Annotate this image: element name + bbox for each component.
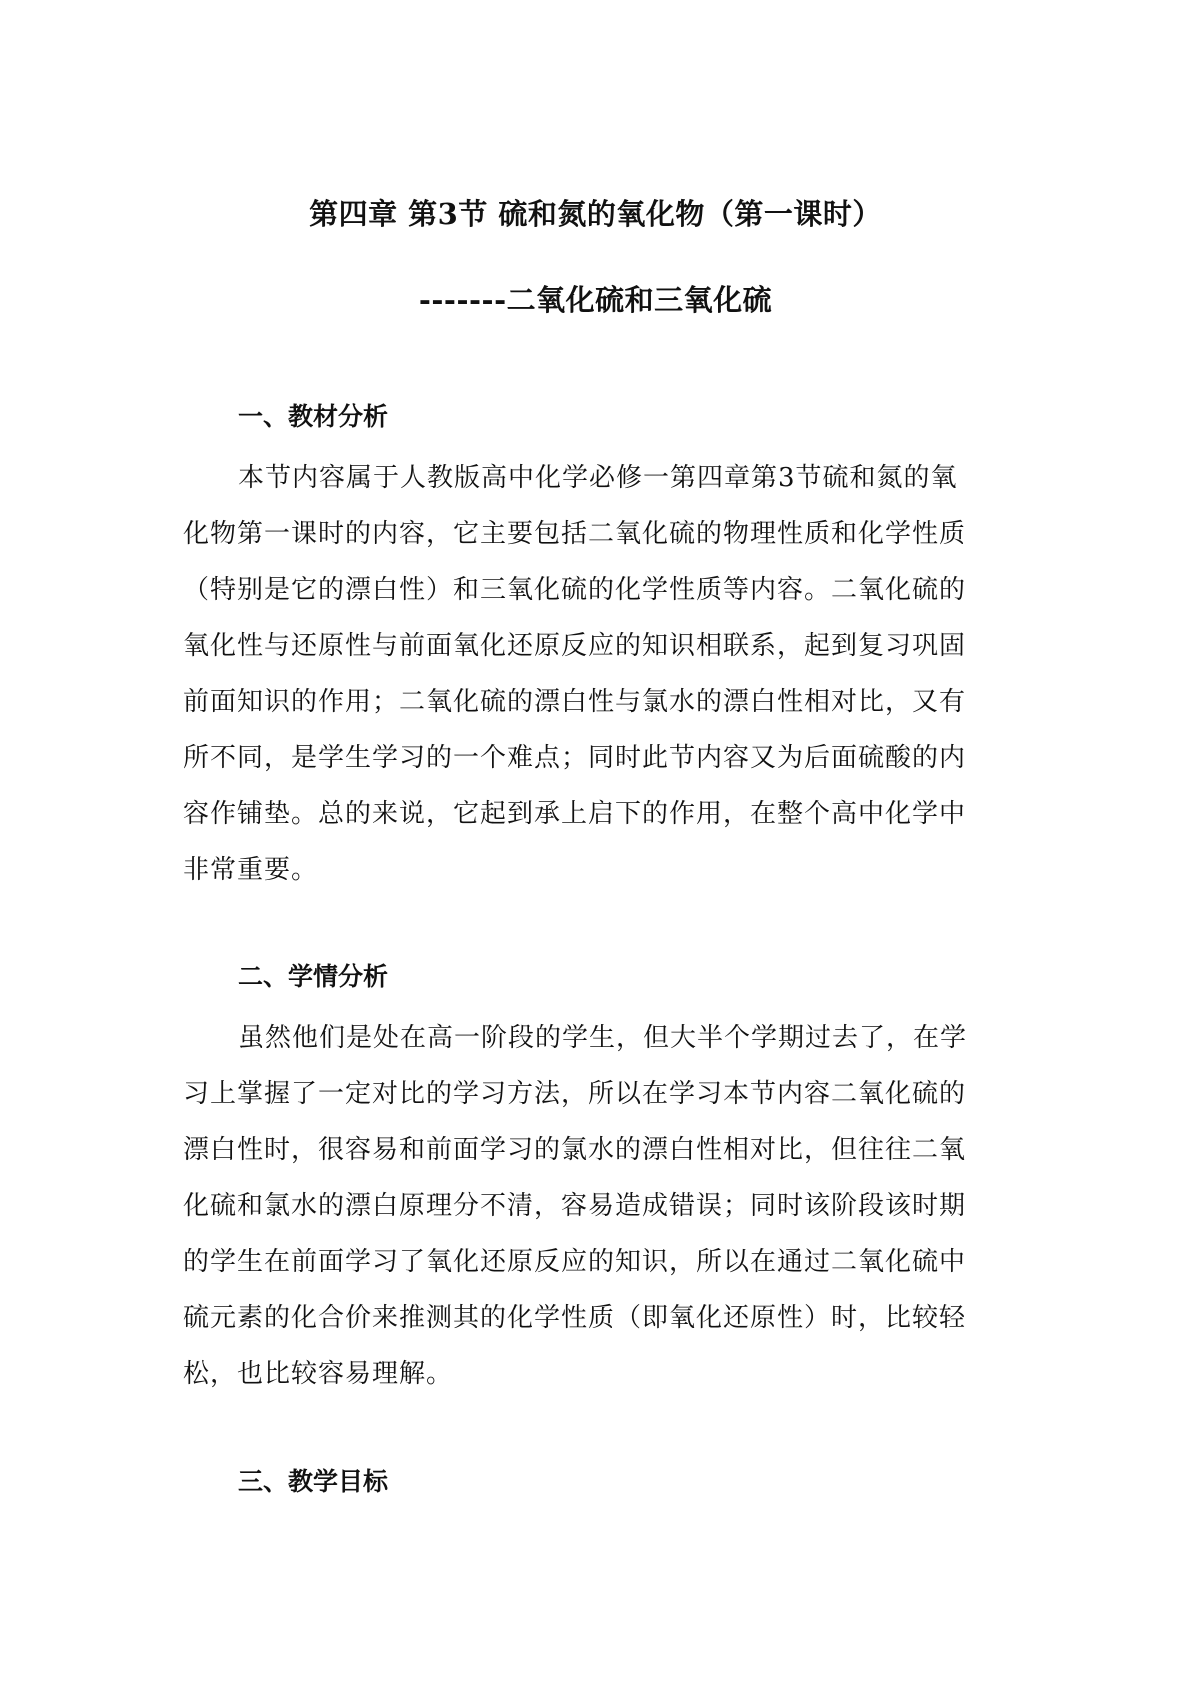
document-title: 第四章 第3节 硫和氮的氧化物（第一课时） [309,197,882,231]
paragraph-line: 松，也比较容易理解。 [183,1359,454,1389]
paragraph-line: 化物第一课时的内容，它主要包括二氧化硫的物理性质和化学性质 [183,519,967,549]
paragraph-line: 氧化性与还原性与前面氧化还原反应的知识相联系，起到复习巩固 [183,631,967,661]
paragraph-line: 漂白性时，很容易和前面学习的氯水的漂白性相对比，但往往二氧 [183,1135,967,1165]
paragraph-line: （特别是它的漂白性）和三氧化硫的化学性质等内容。二氧化硫的 [183,575,967,605]
paragraph-line: 硫元素的化合价来推测其的化学性质（即氧化还原性）时，比较轻 [183,1303,967,1333]
paragraph-line: 的学生在前面学习了氧化还原反应的知识，所以在通过二氧化硫中 [183,1247,967,1277]
paragraph-line: 虽然他们是处在高一阶段的学生，但大半个学期过去了，在学 [238,1023,968,1053]
paragraph-line: 非常重要。 [183,855,319,885]
section-heading-teaching-objectives: 三、教学目标 [238,1467,389,1496]
paragraph-line: 前面知识的作用；二氧化硫的漂白性与氯水的漂白性相对比，又有 [183,687,967,717]
paragraph-line: 化硫和氯水的漂白原理分不清，容易造成错误；同时该阶段该时期 [183,1191,967,1221]
document-subtitle: -------二氧化硫和三氧化硫 [418,283,773,317]
paragraph-line: 习上掌握了一定对比的学习方法，所以在学习本节内容二氧化硫的 [183,1079,967,1109]
paragraph-line: 容作铺垫。总的来说，它起到承上启下的作用，在整个高中化学中 [183,799,967,829]
paragraph-line: 本节内容属于人教版高中化学必修一第四章第3节硫和氮的氧 [238,463,958,493]
section-heading-student-analysis: 二、学情分析 [238,962,389,991]
paragraph-line: 所不同，是学生学习的一个难点；同时此节内容又为后面硫酸的内 [183,743,967,773]
section-heading-analysis-of-textbook: 一、教材分析 [238,402,389,431]
